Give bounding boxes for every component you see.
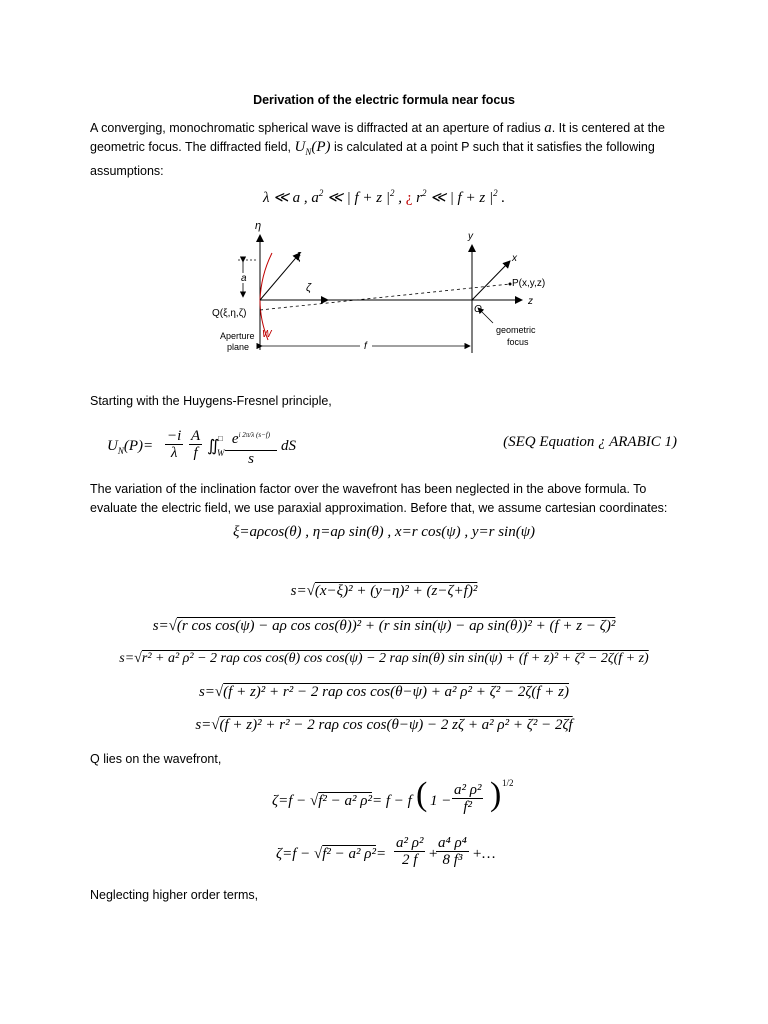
wavefront-curve bbox=[260, 253, 272, 340]
zeta-equation-1: ζ=f − √f² − a² ρ²= f − f ( 1 − $\frac{\text{a² ρ²}}{\text{f²}}$ ) 1/2 bbox=[272, 776, 514, 815]
eta-label: η bbox=[255, 220, 262, 232]
zeta-equation-2: ζ=f − √f² − a² ρ²= $\frac{\text{a² ρ²}}{2 f}$ + $\frac{\text{a⁴ ρ⁴}}{\text{8 f³}}$ +… bbox=[276, 835, 496, 868]
intro-text-2: . It is centered at the geometric focus. The diffracted field, bbox=[90, 121, 665, 154]
huygens-equation: $U_N(P)=$ $\frac{-i}{\lambda}$ $\frac{A}{f}$ ∬ □ W $\frac{e^{i 2\pi/\lambda (s-f)}}{s}$ dS (SEQ Equation ¿ ARABIC 1) bbox=[107, 420, 687, 470]
a-label: a bbox=[241, 273, 247, 284]
aperture-label-1: Aperture bbox=[220, 331, 255, 341]
field-symbol: $U_N(P)$ bbox=[294, 139, 331, 157]
w-label: W bbox=[262, 329, 272, 340]
xi-axis bbox=[260, 253, 300, 300]
s-equation-4: s=√(f + z)² + r² − 2 raρ cos cos(θ−ψ) + a² ρ² + ζ² − 2ζ(f + z) bbox=[198, 684, 570, 700]
y-label: y bbox=[468, 231, 473, 242]
z-label: z bbox=[528, 296, 533, 307]
diffraction-geometry-figure bbox=[210, 215, 560, 365]
q-wavefront-text: Q lies on the wavefront, bbox=[90, 752, 222, 766]
radius-variable: a bbox=[544, 120, 552, 136]
equation-number-field: (SEQ Equation ¿ ARABIC 1) bbox=[503, 434, 677, 450]
q-label: Q(ξ,η,ζ) bbox=[212, 308, 247, 319]
p-label: P(x,y,z) bbox=[512, 278, 546, 289]
geometric-focus-label-1: geometric bbox=[496, 325, 536, 335]
error-glyph: ¿ bbox=[405, 190, 413, 206]
neglecting-text: Neglecting higher order terms, bbox=[90, 888, 259, 902]
huygens-intro: Starting with the Huygens-Fresnel principle, bbox=[90, 394, 332, 408]
paraxial-paragraph: The variation of the inclination factor over the wavefront has been neglected in the above formula. To evaluate the electric field, we use paraxial approximation. Before that, we assume cartesian coordinates: bbox=[90, 482, 668, 515]
o-label: O bbox=[474, 304, 482, 315]
x-label: x bbox=[512, 253, 517, 264]
s-equation-1: s=√(x−ξ)² + (y−η)² + (z−ζ+f)² bbox=[290, 583, 478, 599]
s-equation-5: s=√(f + z)² + r² − 2 raρ cos cos(θ−ψ) − 2 zζ + a² ρ² + ζ² − 2ζf bbox=[195, 717, 573, 733]
zeta-label: ζ bbox=[306, 282, 312, 294]
intro-text-1: A converging, monochromatic spherical wave is diffracted at an aperture of radius bbox=[90, 121, 545, 135]
coordinates-equation: ξ=aρcos(θ) , η=aρ sin(θ) , x=r cos(ψ) , y=r sin(ψ) bbox=[232, 524, 536, 540]
x-axis bbox=[472, 261, 510, 300]
s-equation-2: s=√(r cos cos(ψ) − aρ cos cos(θ))² + (r sin sin(ψ) − aρ sin(θ))² + (f + z − ζ)² bbox=[152, 618, 616, 634]
f-label: f bbox=[364, 341, 367, 352]
intro-paragraph bbox=[90, 119, 678, 181]
geometric-focus-label-2: focus bbox=[507, 337, 529, 347]
intro-text-3: is calculated at a point P such that it satisfies the following assumptions: bbox=[90, 140, 655, 178]
xi-label: ξ bbox=[296, 251, 301, 263]
s-equation-3: s=√r² + a² ρ² − 2 raρ cos cos(θ) cos cos(ψ) − 2 raρ sin(θ) sin sin(ψ) + (f + z)² + ζ² − 2ζ(f + z) bbox=[119, 651, 649, 666]
aperture-label-2: plane bbox=[227, 342, 250, 352]
page-title: Derivation of the electric formula near focus bbox=[253, 93, 515, 107]
assumptions-equation: λ ≪ a , $a^2$ ≪ | f + z $|^2$ , ¿ $r^2$ ≪ | f + z $|^2$ . bbox=[262, 188, 506, 206]
